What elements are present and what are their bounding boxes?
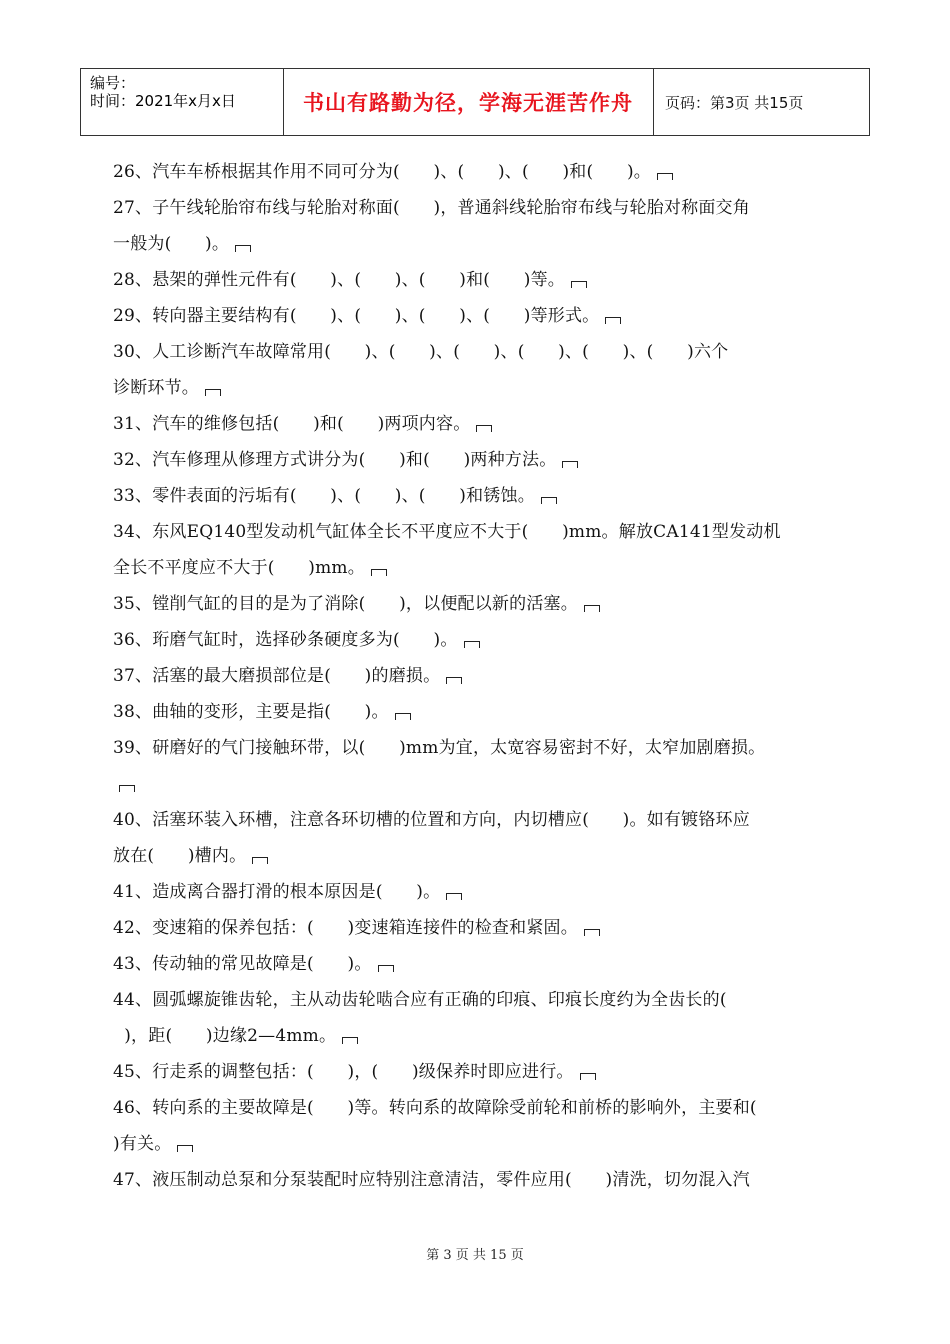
paragraph-mark-icon — [446, 893, 462, 900]
paragraph-mark-icon — [205, 389, 221, 396]
question-text: 一般为( )。 — [113, 234, 230, 254]
question-line — [113, 694, 843, 730]
question-text: 31、汽车的维修包括( )和( )两项内容。 — [113, 414, 471, 434]
question-text: 38、曲轴的变形，主要是指( )。 — [113, 702, 389, 722]
paragraph-mark-icon — [584, 605, 600, 612]
question-text: 33、零件表面的污垢有( )、( )、( )和锈蚀。 — [113, 486, 535, 506]
question-list — [113, 154, 843, 1198]
paragraph-mark-icon — [584, 929, 600, 936]
serial-label: 编号： — [90, 74, 136, 92]
question-line — [113, 766, 843, 802]
header-left-border — [80, 68, 81, 136]
question-text: 放在( )槽内。 — [113, 846, 247, 866]
question-text: 45、行走系的调整包括：( )，( )级保养时即应进行。 — [113, 1062, 574, 1082]
question-text: 39、研磨好的气门接触环带，以( )mm为宜，太宽容易密封不好，太窄加剧磨损。 — [113, 738, 766, 758]
paragraph-mark-icon — [342, 1037, 358, 1044]
question-text: 29、转向器主要结构有( )、( )、( )、( )等形式。 — [113, 306, 600, 326]
question-text: 全长不平度应不大于( )mm。 — [113, 558, 365, 578]
question-text: 32、汽车修理从修理方式讲分为( )和( )两种方法。 — [113, 450, 557, 470]
question-line — [113, 406, 843, 442]
question-line — [113, 442, 843, 478]
question-text: 37、活塞的最大磨损部位是( )的磨损。 — [113, 666, 441, 686]
question-line — [113, 586, 843, 622]
question-text: 35、镗削气缸的目的是为了消除( )，以便配以新的活塞。 — [113, 594, 578, 614]
question-text: 47、液压制动总泵和分泵装配时应特别注意清洁，零件应用( )清洗，切勿混入汽 — [113, 1170, 750, 1190]
question-line — [113, 802, 843, 838]
question-text: 36、珩磨气缸时，选择砂条硬度多为( )。 — [113, 630, 458, 650]
question-text: )有关。 — [113, 1134, 172, 1154]
question-line — [113, 190, 843, 226]
header-page-info: 页码：第3页 共15页 — [665, 93, 804, 112]
paragraph-mark-icon — [119, 785, 135, 792]
question-line — [113, 946, 843, 982]
paragraph-mark-icon — [657, 173, 673, 180]
paragraph-mark-icon — [464, 641, 480, 648]
paragraph-mark-icon — [235, 245, 251, 252]
paragraph-mark-icon — [562, 461, 578, 468]
question-line — [113, 550, 843, 586]
paragraph-mark-icon — [177, 1145, 193, 1152]
question-text: 44、圆弧螺旋锥齿轮，主从动齿轮啮合应有正确的印痕、印痕长度约为全齿长的( — [113, 990, 727, 1010]
question-line — [113, 910, 843, 946]
page-footer: 第 3 页 共 15 页 — [426, 1248, 524, 1263]
question-line — [113, 334, 843, 370]
question-text: 27、子午线轮胎帘布线与轮胎对称面( )，普通斜线轮胎帘布线与轮胎对称面交角 — [113, 198, 750, 218]
question-line — [113, 1162, 843, 1198]
paragraph-mark-icon — [252, 857, 268, 864]
paragraph-mark-icon — [446, 677, 462, 684]
question-line — [113, 1018, 843, 1054]
question-line — [113, 658, 843, 694]
question-line — [113, 298, 843, 334]
question-line — [113, 478, 843, 514]
question-line — [113, 874, 843, 910]
question-text: 46、转向系的主要故障是( )等。转向系的故障除受前轮和前桥的影响外，主要和( — [113, 1098, 757, 1118]
question-text: 43、传动轴的常见故障是( )。 — [113, 954, 372, 974]
paragraph-mark-icon — [476, 425, 492, 432]
question-line — [113, 1054, 843, 1090]
question-line — [113, 154, 843, 190]
question-line — [113, 226, 843, 262]
header-divider-2 — [653, 68, 654, 136]
question-text: 40、活塞环装入环槽，注意各环切槽的位置和方向，内切槽应( )。如有镀铬环应 — [113, 810, 750, 830]
paragraph-mark-icon — [571, 281, 587, 288]
paragraph-mark-icon — [541, 497, 557, 504]
paragraph-mark-icon — [371, 569, 387, 576]
paragraph-mark-icon — [395, 713, 411, 720]
question-text: 28、悬架的弹性元件有( )、( )、( )和( )等。 — [113, 270, 565, 290]
question-line — [113, 1090, 843, 1126]
question-text: 34、东风EQ140型发动机气缸体全长不平度应不大于( )mm。解放CA141型发动机 — [113, 522, 781, 542]
question-text: 30、人工诊断汽车故障常用( )、( )、( )、( )、( )、( )六个 — [113, 342, 729, 362]
question-line — [113, 982, 843, 1018]
question-text: )，距( )边缘2—4mm。 — [113, 1026, 337, 1046]
paragraph-mark-icon — [580, 1073, 596, 1080]
header-right-border — [869, 68, 870, 136]
header-table — [80, 68, 870, 136]
question-line — [113, 1126, 843, 1162]
question-line — [113, 838, 843, 874]
question-line — [113, 514, 843, 550]
question-text: 诊断环节。 — [113, 378, 199, 398]
question-line — [113, 622, 843, 658]
question-text: 41、造成离合器打滑的根本原因是( )。 — [113, 882, 441, 902]
question-line — [113, 730, 843, 766]
paragraph-mark-icon — [378, 965, 394, 972]
time-label: 时间：2021年x月x日 — [90, 92, 236, 110]
question-text: 42、变速箱的保养包括：( )变速箱连接件的检查和紧固。 — [113, 918, 578, 938]
motto: 书山有路勤为径，学海无涯苦作舟 — [303, 91, 633, 115]
question-line — [113, 370, 843, 406]
question-line — [113, 262, 843, 298]
question-text: 26、汽车车桥根据其作用不同可分为( )、( )、( )和( )。 — [113, 162, 651, 182]
paragraph-mark-icon — [605, 317, 621, 324]
